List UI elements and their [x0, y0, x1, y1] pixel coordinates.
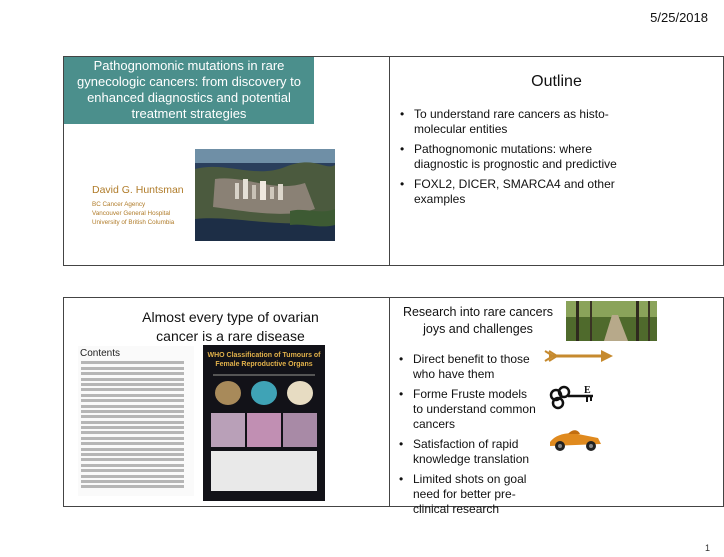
slide-title — [390, 304, 566, 338]
title-line: Pathognomonic mutations in rare — [93, 58, 285, 73]
diagram-panel — [211, 451, 317, 491]
svg-text:E: E — [584, 385, 591, 396]
bullet-item: • Forme Fruste models to understand common cancers — [399, 387, 539, 432]
bullet-item: • Pathognomonic mutations: where diagnostic is prognostic and predictive — [400, 142, 620, 172]
bullet-item: • FOXL2, DICER, SMARCA4 and other examples — [400, 177, 620, 207]
affiliation: University of British Columbia — [92, 219, 175, 226]
specimen-photos — [211, 379, 317, 407]
bullet-item: • Limited shots on goal need for better pre-clinical research — [399, 472, 539, 517]
bullet-list — [400, 107, 620, 212]
title-line: treatment strategies — [131, 106, 247, 121]
histology-image — [211, 413, 245, 447]
book-contents-page — [78, 346, 194, 496]
slide-title[interactable] — [63, 56, 398, 266]
title-line: gynecologic cancers: from discovery to — [77, 74, 301, 89]
histology-image — [283, 413, 317, 447]
who-book-cover — [203, 345, 325, 501]
forest-path-icon — [566, 301, 657, 341]
bullet-item: • To understand rare cancers as histo-molecular entities — [400, 107, 620, 137]
slide-outline[interactable] — [389, 56, 724, 266]
title-line: Almost every type of ovarian — [142, 309, 319, 325]
cover-title-line: WHO Classification of Tumours of — [207, 352, 321, 359]
title-line: enhanced diagnostics and potential — [87, 90, 291, 105]
bullet-item: • Direct benefit to those who have them — [399, 352, 539, 382]
title-line: cancer is a rare disease — [156, 328, 305, 344]
title-line: Research into rare cancers — [402, 305, 554, 319]
affiliation: Vancouver General Hospital — [92, 210, 171, 217]
affiliations — [92, 200, 174, 227]
vancouver-aerial-photo — [195, 149, 335, 241]
print-date: 5/25/2018 — [650, 10, 708, 25]
page-number: 1 — [704, 543, 710, 553]
race-car-icon — [548, 426, 603, 452]
slide-ovarian-rare[interactable] — [63, 297, 398, 507]
book-cover-title — [203, 351, 325, 369]
affiliation: BC Cancer Agency — [92, 201, 146, 208]
contents-heading: Contents — [80, 348, 121, 359]
slide-research-rare[interactable] — [389, 297, 724, 516]
slide-title — [64, 308, 397, 346]
author-name: David G. Huntsman — [92, 184, 184, 196]
title-banner — [64, 57, 314, 124]
arrow-icon — [543, 348, 615, 364]
cover-title-line: Female Reproductive Organs — [215, 361, 313, 368]
keys-icon — [547, 382, 597, 416]
slide-title: Outline — [531, 73, 582, 90]
bullet-item: • Satisfaction of rapid knowledge translation — [399, 437, 539, 467]
title-line: joys and challenges — [423, 322, 533, 336]
histology-image — [247, 413, 281, 447]
bullet-list — [399, 352, 539, 522]
